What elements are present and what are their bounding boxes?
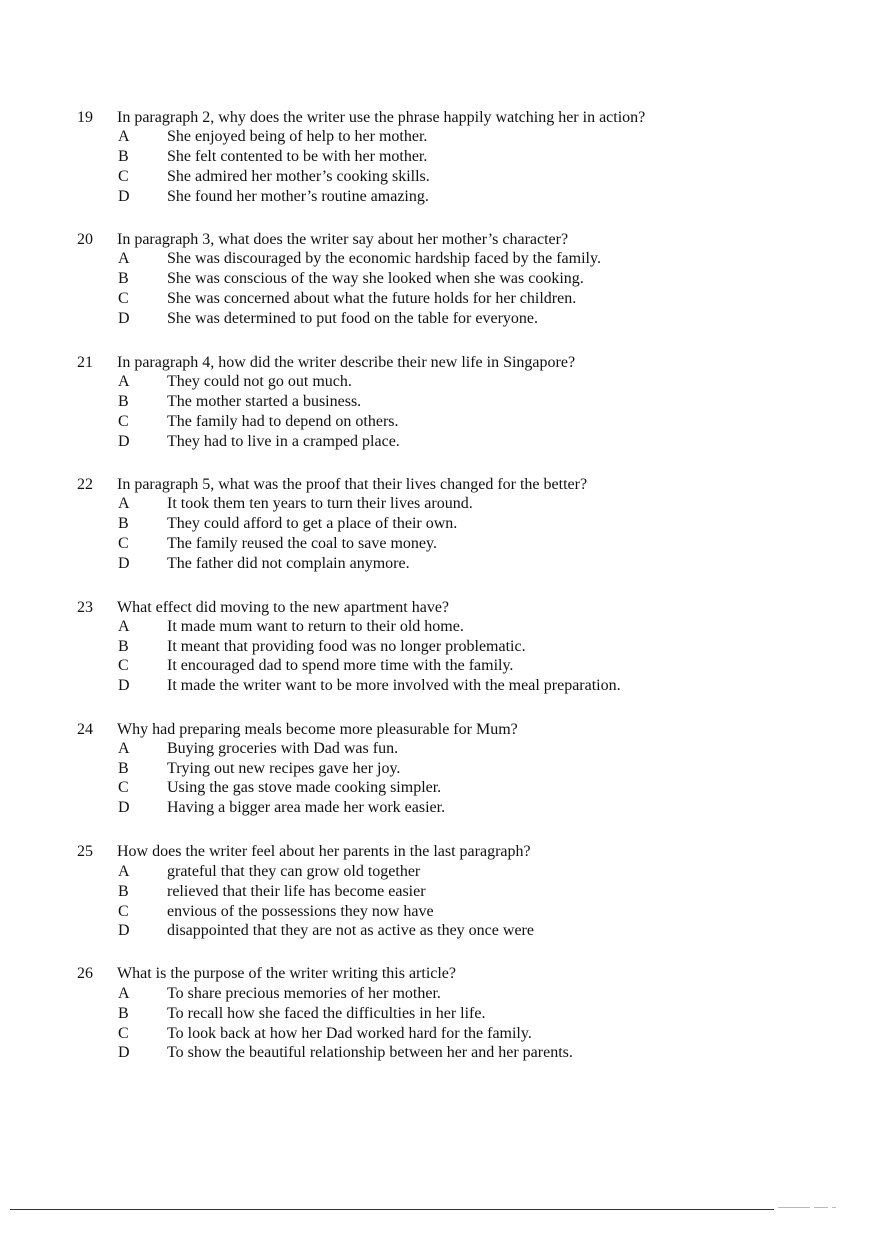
option-a — [0, 250, 880, 270]
question-stem: In paragraph 2, why does the writer use the phrase happily watching her in action? — [117, 109, 646, 126]
option-d — [0, 310, 880, 330]
option-c — [0, 657, 880, 677]
option-b — [0, 883, 880, 903]
option-d — [0, 433, 880, 453]
question-number: 22 — [77, 476, 93, 493]
option-letter: D — [118, 799, 130, 816]
option-letter: B — [118, 515, 129, 532]
option-letter: A — [118, 373, 130, 390]
option-d — [0, 799, 880, 819]
question-number: 23 — [77, 599, 93, 616]
option-text: She was concerned about what the future holds for her children. — [167, 290, 577, 307]
option-text: disappointed that they are not as active as they once were — [167, 922, 534, 939]
option-text: She was discouraged by the economic hardship faced by the family. — [167, 250, 601, 267]
option-letter: C — [118, 657, 129, 674]
option-b — [0, 148, 880, 168]
option-a — [0, 373, 880, 393]
option-letter: D — [118, 433, 130, 450]
question-number: 24 — [77, 721, 93, 738]
option-letter: A — [118, 128, 130, 145]
option-letter: A — [118, 250, 130, 267]
option-a — [0, 128, 880, 148]
option-letter: B — [118, 148, 129, 165]
option-letter: D — [118, 188, 130, 205]
option-letter: C — [118, 168, 129, 185]
option-letter: B — [118, 270, 129, 287]
option-text: To recall how she faced the difficulties in her life. — [167, 1005, 486, 1022]
option-text: She enjoyed being of help to her mother. — [167, 128, 428, 145]
option-text: She was determined to put food on the table for everyone. — [167, 310, 538, 327]
question-stem: In paragraph 4, how did the writer describe their new life in Singapore? — [117, 354, 576, 371]
footer-page-mark — [778, 1205, 838, 1211]
option-c — [0, 1025, 880, 1045]
option-letter: B — [118, 638, 129, 655]
option-b — [0, 393, 880, 413]
option-letter: A — [118, 618, 130, 635]
option-d — [0, 922, 880, 942]
option-b — [0, 515, 880, 535]
option-c — [0, 903, 880, 923]
option-letter: D — [118, 310, 130, 327]
option-text: She admired her mother’s cooking skills. — [167, 168, 430, 185]
option-text: It took them ten years to turn their lives around. — [167, 495, 473, 512]
question-stem: In paragraph 3, what does the writer say about her mother’s character? — [117, 231, 569, 248]
option-text: Trying out new recipes gave her joy. — [167, 760, 401, 777]
option-b — [0, 1005, 880, 1025]
option-text: She found her mother’s routine amazing. — [167, 188, 429, 205]
option-d — [0, 677, 880, 697]
option-letter: B — [118, 393, 129, 410]
option-letter: B — [118, 760, 129, 777]
question-number: 25 — [77, 843, 93, 860]
question-stem: What effect did moving to the new apartment have? — [117, 599, 450, 616]
option-text: She felt contented to be with her mother. — [167, 148, 428, 165]
option-d — [0, 188, 880, 208]
option-text: To show the beautiful relationship between her and her parents. — [167, 1044, 573, 1061]
option-a — [0, 740, 880, 760]
option-text: The family had to depend on others. — [167, 413, 399, 430]
option-text: Having a bigger area made her work easier. — [167, 799, 446, 816]
option-text: relieved that their life has become easier — [167, 883, 426, 900]
option-text: The mother started a business. — [167, 393, 362, 410]
option-letter: B — [118, 1005, 129, 1022]
option-letter: B — [118, 883, 129, 900]
option-text: The father did not complain anymore. — [167, 555, 410, 572]
option-letter: A — [118, 863, 130, 880]
option-text: Using the gas stove made cooking simpler. — [167, 779, 442, 796]
option-letter: D — [118, 555, 130, 572]
option-text: grateful that they can grow old together — [167, 863, 421, 880]
question-number: 26 — [77, 965, 93, 982]
option-c — [0, 413, 880, 433]
option-letter: A — [118, 495, 130, 512]
question-stem: In paragraph 5, what was the proof that their lives changed for the better? — [117, 476, 588, 493]
option-letter: A — [118, 740, 130, 757]
question-stem: What is the purpose of the writer writing this article? — [117, 965, 457, 982]
option-letter: C — [118, 779, 129, 796]
option-letter: D — [118, 922, 130, 939]
option-b — [0, 638, 880, 658]
option-a — [0, 985, 880, 1005]
option-text: They had to live in a cramped place. — [167, 433, 400, 450]
option-text: They could afford to get a place of their own. — [167, 515, 458, 532]
question-number: 19 — [77, 109, 93, 126]
option-c — [0, 168, 880, 188]
option-c — [0, 535, 880, 555]
option-text: It made the writer want to be more involved with the meal preparation. — [167, 677, 621, 694]
question-stem: Why had preparing meals become more pleasurable for Mum? — [117, 721, 518, 738]
option-d — [0, 1044, 880, 1064]
question-stem: How does the writer feel about her parents in the last paragraph? — [117, 843, 531, 860]
option-text: envious of the possessions they now have — [167, 903, 434, 920]
option-letter: C — [118, 535, 129, 552]
option-letter: C — [118, 903, 129, 920]
option-text: It encouraged dad to spend more time with the family. — [167, 657, 514, 674]
option-letter: C — [118, 413, 129, 430]
option-letter: D — [118, 1044, 130, 1061]
option-letter: C — [118, 1025, 129, 1042]
option-a — [0, 863, 880, 883]
option-text: Buying groceries with Dad was fun. — [167, 740, 399, 757]
option-b — [0, 760, 880, 780]
option-c — [0, 779, 880, 799]
option-text: It meant that providing food was no longer problematic. — [167, 638, 526, 655]
question-number: 20 — [77, 231, 93, 248]
option-text: It made mum want to return to their old home. — [167, 618, 464, 635]
option-text: To look back at how her Dad worked hard for the family. — [167, 1025, 532, 1042]
option-a — [0, 495, 880, 515]
option-letter: D — [118, 677, 130, 694]
footer-divider — [10, 1209, 774, 1210]
option-text: The family reused the coal to save money. — [167, 535, 437, 552]
option-c — [0, 290, 880, 310]
option-text: To share precious memories of her mother. — [167, 985, 441, 1002]
option-text: She was conscious of the way she looked when she was cooking. — [167, 270, 584, 287]
option-b — [0, 270, 880, 290]
option-text: They could not go out much. — [167, 373, 352, 390]
option-letter: A — [118, 985, 130, 1002]
question-number: 21 — [77, 354, 93, 371]
option-a — [0, 618, 880, 638]
option-d — [0, 555, 880, 575]
option-letter: C — [118, 290, 129, 307]
